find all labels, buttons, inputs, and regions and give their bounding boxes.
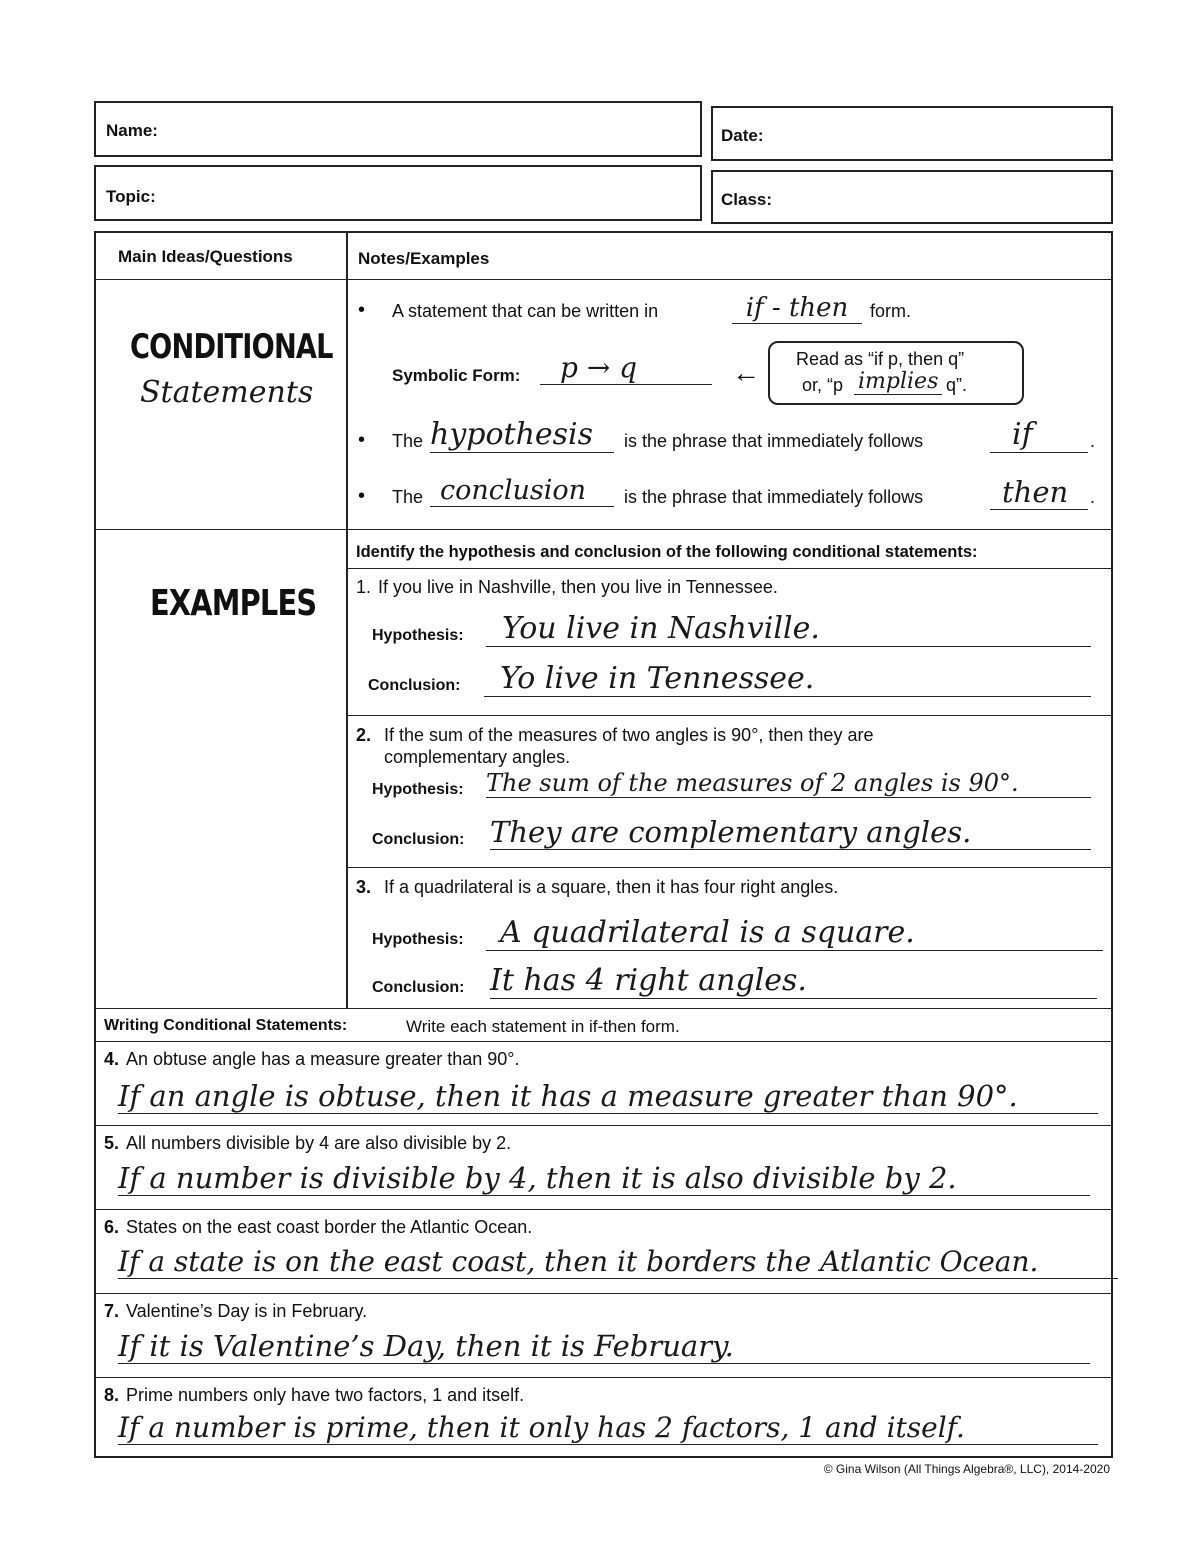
example1-con-label: Conclusion:	[368, 677, 461, 694]
example2-con-answer: They are complementary angles.	[490, 815, 1091, 850]
item8-prompt: Prime numbers only have two factors, 1 and itself.	[126, 1385, 525, 1405]
example1-hyp-answer: You live in Nashville.	[486, 611, 1091, 647]
item4-answer: If an angle is obtuse, then it has a measure greater than 90°.	[118, 1079, 1098, 1114]
examples-title: EXAMPLES	[150, 583, 317, 624]
left-arrow-icon: ←	[732, 357, 760, 388]
bullet1-post: form.	[870, 301, 912, 321]
item7-prompt: Valentine’s Day is in February.	[126, 1301, 368, 1321]
class-label: Class:	[721, 190, 773, 209]
read-as-pre: or, “p	[802, 375, 844, 395]
bullet3-answer2: then	[990, 475, 1088, 510]
name-label: Name:	[106, 121, 158, 140]
example1-divider	[346, 715, 1111, 716]
item8-num: 8.	[104, 1385, 120, 1405]
example2-num: 2.	[356, 725, 372, 745]
item5-divider	[96, 1209, 1111, 1210]
class-box	[711, 170, 1113, 224]
item5-prompt: All numbers divisible by 4 are also divisible by 2.	[126, 1133, 512, 1153]
example1-hyp-label: Hypothesis:	[372, 627, 464, 644]
date-label: Date:	[721, 126, 764, 145]
bullet2-mid: is the phrase that immediately follows	[624, 431, 924, 451]
examples-divider	[96, 1008, 1111, 1009]
bullet-dot-1: •	[358, 299, 366, 321]
bullet3-post: .	[1090, 487, 1096, 507]
item5-num: 5.	[104, 1133, 120, 1153]
topic-label: Topic:	[106, 187, 156, 206]
column-left-header: Main Ideas/Questions	[118, 247, 293, 266]
item7-answer: If it is Valentine’s Day, then it is February.	[118, 1329, 1090, 1364]
example3-con-answer: It has 4 right angles.	[490, 963, 1097, 999]
bullet3-pre: The	[392, 487, 424, 507]
examples-instruction: Identify the hypothesis and conclusion of the following conditional statements:	[356, 543, 978, 561]
section1-divider	[96, 529, 1111, 530]
example2-text2: complementary angles.	[384, 747, 571, 767]
bullet-dot-3: •	[358, 485, 366, 507]
bullet3-answer: conclusion	[430, 475, 614, 507]
item8-answer: If a number is prime, then it only has 2 factors, 1 and itself.	[118, 1411, 1098, 1445]
example2-hyp-answer: The sum of the measures of 2 angles is 90°.	[486, 769, 1091, 798]
bullet2-answer2: if	[990, 417, 1088, 453]
writing-header-divider	[96, 1041, 1111, 1042]
conditional-title: CONDITIONAL	[130, 327, 333, 367]
item7-divider	[96, 1377, 1111, 1378]
writing-title: Writing Conditional Statements:	[104, 1017, 348, 1034]
read-as-post: q”.	[946, 375, 968, 395]
name-box	[94, 101, 702, 157]
read-as-callout	[768, 341, 1024, 405]
example2-con-label: Conclusion:	[372, 831, 465, 848]
bullet2-answer: hypothesis	[430, 417, 614, 453]
example2-divider	[346, 867, 1111, 868]
notes-table	[94, 231, 1113, 1458]
item5-answer: If a number is divisible by 4, then it is also divisible by 2.	[118, 1161, 1090, 1196]
example1-text: If you live in Nashville, then you live in Tennessee.	[378, 577, 778, 597]
example3-num: 3.	[356, 877, 372, 897]
example1-num: 1.	[356, 577, 372, 597]
example3-con-label: Conclusion:	[372, 979, 465, 996]
column-right-header: Notes/Examples	[358, 249, 490, 268]
bullet3-mid: is the phrase that immediately follows	[624, 487, 924, 507]
item4-num: 4.	[104, 1049, 120, 1069]
bullet-dot-2: •	[358, 429, 366, 451]
example1-con-answer: Yo live in Tennessee.	[484, 661, 1091, 697]
example3-text: If a quadrilateral is a square, then it has four right angles.	[384, 877, 839, 897]
symbolic-form-label: Symbolic Form:	[392, 366, 521, 385]
example2-hyp-label: Hypothesis:	[372, 781, 464, 798]
header-row-divider	[96, 279, 1111, 280]
item6-answer: If a state is on the east coast, then it borders the Atlantic Ocean.	[118, 1245, 1118, 1279]
writing-instruction: Write each statement in if-then form.	[406, 1017, 680, 1036]
item4-prompt: An obtuse angle has a measure greater than 90°.	[126, 1049, 520, 1069]
conditional-subtitle: Statements	[140, 375, 314, 410]
bullet2-post: .	[1090, 431, 1096, 451]
instruction-divider	[346, 568, 1111, 569]
item7-num: 7.	[104, 1301, 120, 1321]
read-as-line1: Read as “if p, then q”	[796, 349, 965, 369]
example3-hyp-label: Hypothesis:	[372, 931, 464, 948]
item4-divider	[96, 1125, 1111, 1126]
example2-text: If the sum of the measures of two angles is 90°, then they are	[384, 725, 874, 745]
copyright-footer: © Gina Wilson (All Things Algebra®, LLC), 2014-2020	[823, 1462, 1110, 1476]
bullet1-text: A statement that can be written in	[392, 301, 659, 321]
item6-prompt: States on the east coast border the Atlantic Ocean.	[126, 1217, 533, 1237]
bullet1-answer: if - then	[732, 293, 862, 324]
topic-box	[94, 165, 702, 221]
item6-num: 6.	[104, 1217, 120, 1237]
date-box	[711, 106, 1113, 161]
read-as-answer: implies	[854, 369, 942, 395]
column-divider	[346, 233, 348, 1008]
symbolic-form-answer: p → q	[540, 351, 712, 385]
example3-hyp-answer: A quadrilateral is a square.	[486, 915, 1103, 951]
bullet2-pre: The	[392, 431, 424, 451]
item6-divider	[96, 1293, 1111, 1294]
